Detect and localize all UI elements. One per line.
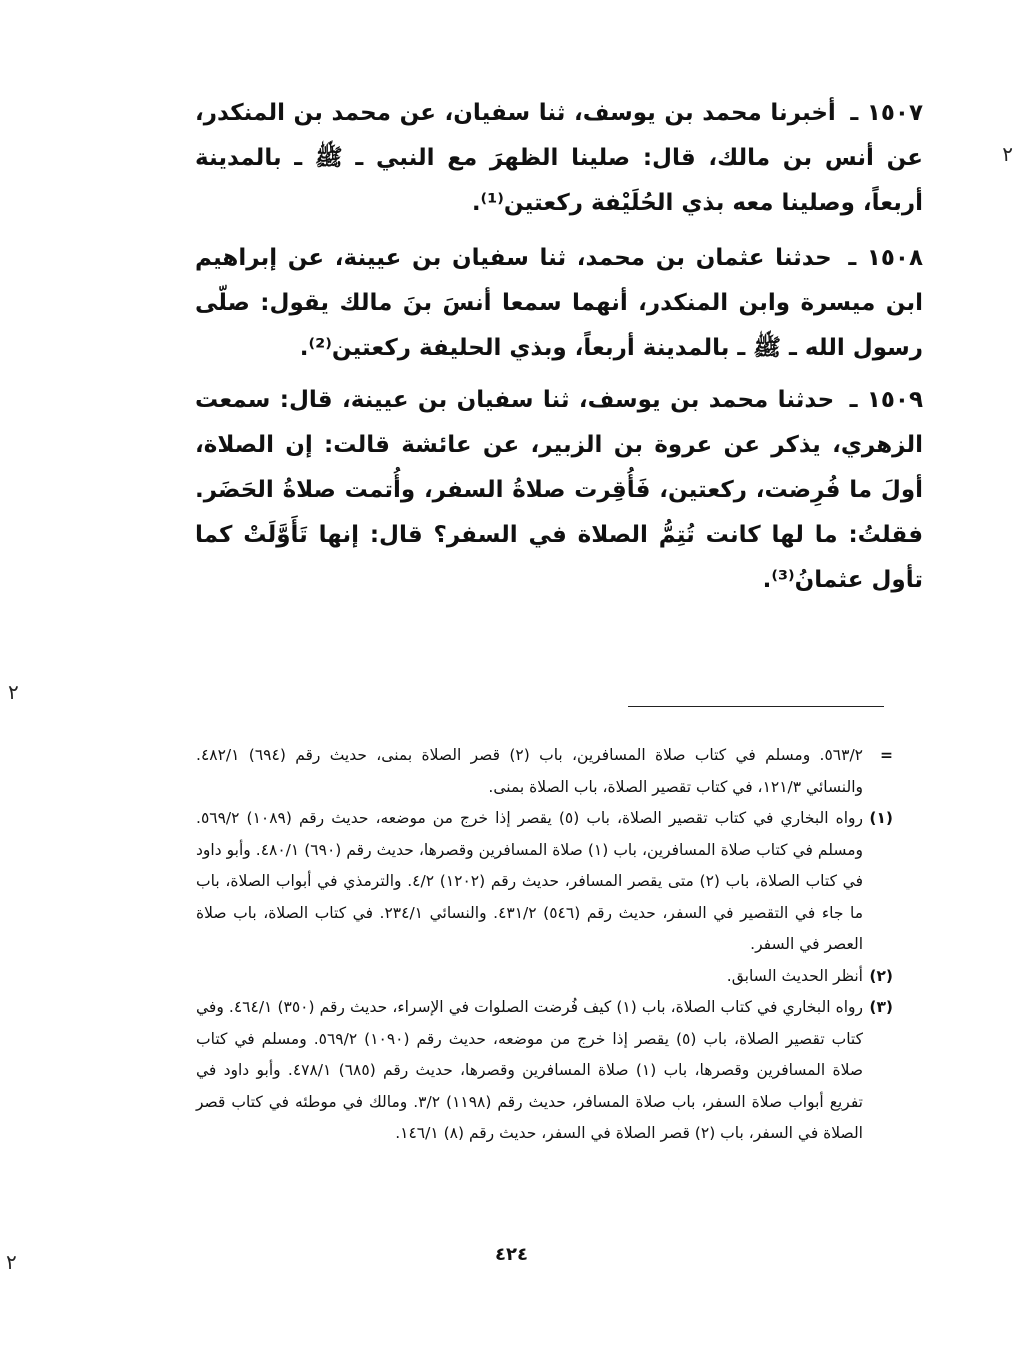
footnote-text: رواه البخاري في كتاب تقصير الصلاة، باب (٥) يقصر إذا خرج من موضعه، حديث رقم (١٠٨٩) ٥٦٩/٢. ومسلم في كتاب صلاة المسافرين، باب (١) صلاة المسافرين وقصرها، حديث رقم (٦٩٠) ٤٨٠/١. وأبو داود في كتاب الصلاة، باب (٢) متى يقصر المسافر، حديث رقم (١٢٠٢) ٤/٢. والترمذي في أبواب الصلاة، باب ما جاء في التقصير في السفر، حديث رقم (٥٤٦) ٤٣١/٢. والنسائي ٢٣٤/١. في كتاب الصلاة، باب صلاة العصر في السفر. [196, 809, 864, 953]
footnote-text: ٥٦٣/٢. ومسلم في كتاب صلاة المسافرين، باب (٢) قصر الصلاة بمنى، حديث رقم (٦٩٤) ٤٨٢/١. والنسائي ١٢١/٣، في كتاب تقصير الصلاة، باب الصلاة بمنى. [196, 746, 863, 796]
footnote-marker: = [880, 746, 893, 764]
footnote-separator [628, 706, 884, 707]
margin-mark: ٢ [1002, 142, 1013, 166]
hadith-number: ١٥٠٩ ـ [849, 387, 923, 413]
footnote-2 [196, 961, 893, 993]
hadith-1508 [195, 236, 923, 371]
hadith-1509 [195, 378, 923, 603]
margin-mark: ٢ [6, 1250, 17, 1274]
hadith-1507 [195, 91, 923, 226]
footnote-1 [196, 803, 893, 961]
hadith-text: أخبرنا محمد بن يوسف، ثنا سفيان، عن محمد بن المنكدر، عن أنس بن مالك، قال: صلينا الظهرَ مع النبي ـ ﷺ ـ بالمدينة أربعاً، وصلينا معه بذي الحُلَيْفة ركعتين⁽¹⁾. [195, 100, 923, 216]
footnote-marker: (٣) [869, 998, 893, 1016]
footnote-marker: (١) [869, 809, 893, 827]
hadith-number: ١٥٠٧ ـ [850, 100, 923, 126]
footnote-text: أنظر الحديث السابق. [726, 966, 863, 985]
hadith-text: حدثنا عثمان بن محمد، ثنا سفيان بن عيينة، عن إبراهيم ابن ميسرة وابن المنكدر، أنهما سمعا أنسَ بنَ مالك يقول: صلّى رسول الله ـ ﷺ ـ بالمدينة أربعاً، وبذي الحليفة ركعتين⁽²⁾. [195, 245, 923, 361]
margin-mark: ٢ [8, 680, 19, 704]
footnotes [196, 740, 893, 1150]
page-number: ٤٢٤ [495, 1244, 528, 1265]
footnote-text: رواه البخاري في كتاب الصلاة، باب (١) كيف فُرضت الصلوات في الإسراء، حديث رقم (٣٥٠) ٤٦٤/١. وفي كتاب تقصير الصلاة، باب (٥) يقصر إذا خرج من موضعه، حديث رقم (١٠٩٠) ٥٦٩/٢. ومسلم في كتاب صلاة المسافرين وقصرها، باب (١) صلاة المسافرين وقصرها، حديث رقم (٦٨٥) ٤٧٨/١. وأبو داود في تفريع أبواب صلاة السفر، باب صلاة المسافر، حديث رقم (١١٩٨) ٣/٢. ومالك في موطئه في كتاب قصر الصلاة في السفر، باب (٢) قصر الصلاة في السفر، حديث رقم (٨) ١٤٦/١. [196, 998, 863, 1142]
footnote-continuation [196, 740, 893, 803]
footnote-marker: (٢) [869, 966, 893, 985]
hadith-text: حدثنا محمد بن يوسف، ثنا سفيان بن عيينة، قال: سمعت الزهري، يذكر عن عروة بن الزبير، عن عائشة قالت: إن الصلاة، أولَ ما فُرِضت، ركعتين، فَأُقِرت صلاةُ السفر، وأُتمت صلاةُ الحَضَر. فقلتُ: ما لها كانت تُتِمُّ الصلاة في السفر؟ قال: إنها تَأَوَّلَتْ كما تأول عثمانُ⁽³⁾. [195, 387, 923, 593]
footnote-3 [196, 992, 893, 1150]
hadith-number: ١٥٠٨ ـ [848, 245, 923, 271]
